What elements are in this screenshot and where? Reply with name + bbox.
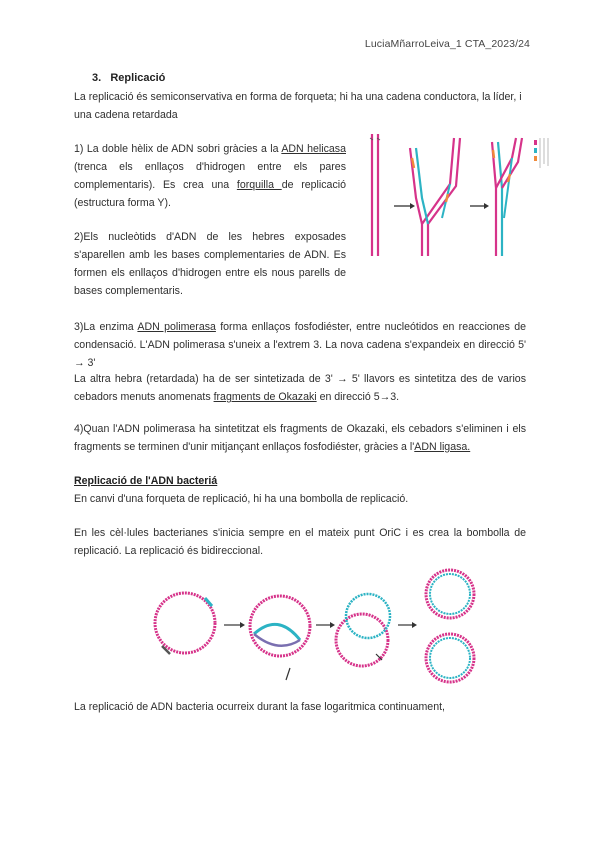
step-3b-text-a: La altra hebra (retardada) ha de ser sintetizada de 3' → 5' llavors es sintetitza des de varios cebadors menuts anomenats xyxy=(74,373,526,403)
plasmid-stage-1 xyxy=(155,593,215,654)
okazaki-fragments-term: fragments de Okazaki xyxy=(213,391,317,403)
step-2-paragraph: 2)Els nucleòtids d'ADN de les hebres exposades s'aparellen amb les bases complementaries de ADN. Es formen els enllaços d'hidrogen entre els nous parells de bases complementaris. xyxy=(74,231,346,297)
section-number: 3. xyxy=(92,72,102,84)
bacterial-paragraph-1: En canvi d'una forqueta de replicació, hi ha una bombolla de replicació. xyxy=(74,493,409,505)
step-3-paragraph xyxy=(74,318,526,372)
adn-ligasa-term: ADN ligasa. xyxy=(414,441,471,453)
stage-arrow-3-head xyxy=(412,622,417,628)
stage-arrow-2-head xyxy=(330,622,335,628)
step-3-text-a: 3)La enzima xyxy=(74,321,138,333)
plasmid-stage-2 xyxy=(250,596,310,680)
stage-arrow-1-head xyxy=(240,622,245,628)
step-3b-paragraph xyxy=(74,370,526,406)
step-1-text-c: de replicació (estructura forma Y). xyxy=(74,179,346,209)
adn-polimerasa-term: ADN polimerasa xyxy=(137,321,216,333)
bacterial-paragraph-3: La replicació de ADN bacteria ocurreix durant la fase logaritmica continuament, xyxy=(74,701,445,713)
bacterial-paragraph-2: En les cèl·lules bacterianes s'inicia sempre en el mateix punt OriC i es crea la bombolla de replicació. La replicació és bidireccional. xyxy=(74,527,526,557)
forquilla-term: forquilla xyxy=(236,179,282,191)
adn-helicasa-term: ADN helicasa xyxy=(281,143,346,155)
step-4-paragraph xyxy=(74,420,526,456)
intro-paragraph: La replicació és semiconservativa en forma de forqueta; hi ha una cadena conductora, la líder, i una cadena retardada xyxy=(74,91,522,121)
bacterial-subtitle: Replicació de l'ADN bacteriá xyxy=(74,475,218,487)
plasmid-stage-4 xyxy=(426,570,474,682)
step-4-text-a: 4)Quan l'ADN polimerasa ha sintetitzat els fragments de Okazaki, els cebadors s'eliminen i els fragments se terminen d'unir mitjançant enllaços fosfodiéster, gràcies a l' xyxy=(74,423,526,453)
section-title-text: Replicació xyxy=(110,72,166,84)
step-3b-text-b: en direcció 5→3. xyxy=(316,391,400,403)
step-3-text-b: forma enllaços fosfodiéster, entre nucleótidos en reacciones de condensació. L'ADN polimerasa s'uneix a l'extrem 3. La nova cadena s'expandeix en direcció 5' → 3' xyxy=(74,321,527,369)
section-title xyxy=(92,72,165,84)
plasmid-stage-3 xyxy=(336,594,390,666)
document-header: LuciaMñarroLeiva_1 CTA_2023/24 xyxy=(364,38,530,50)
step-1-text-a: 1) La doble hèlix de ADN sobri gràcies a la xyxy=(74,143,282,155)
bacterial-replication-figure xyxy=(150,568,490,690)
replication-fork-figure xyxy=(362,128,554,260)
step-1-text-b: (trenca els enllaços d'hidrogen entre els pares complementaris). Es crea una xyxy=(74,161,346,191)
step-1-paragraph xyxy=(74,140,346,212)
